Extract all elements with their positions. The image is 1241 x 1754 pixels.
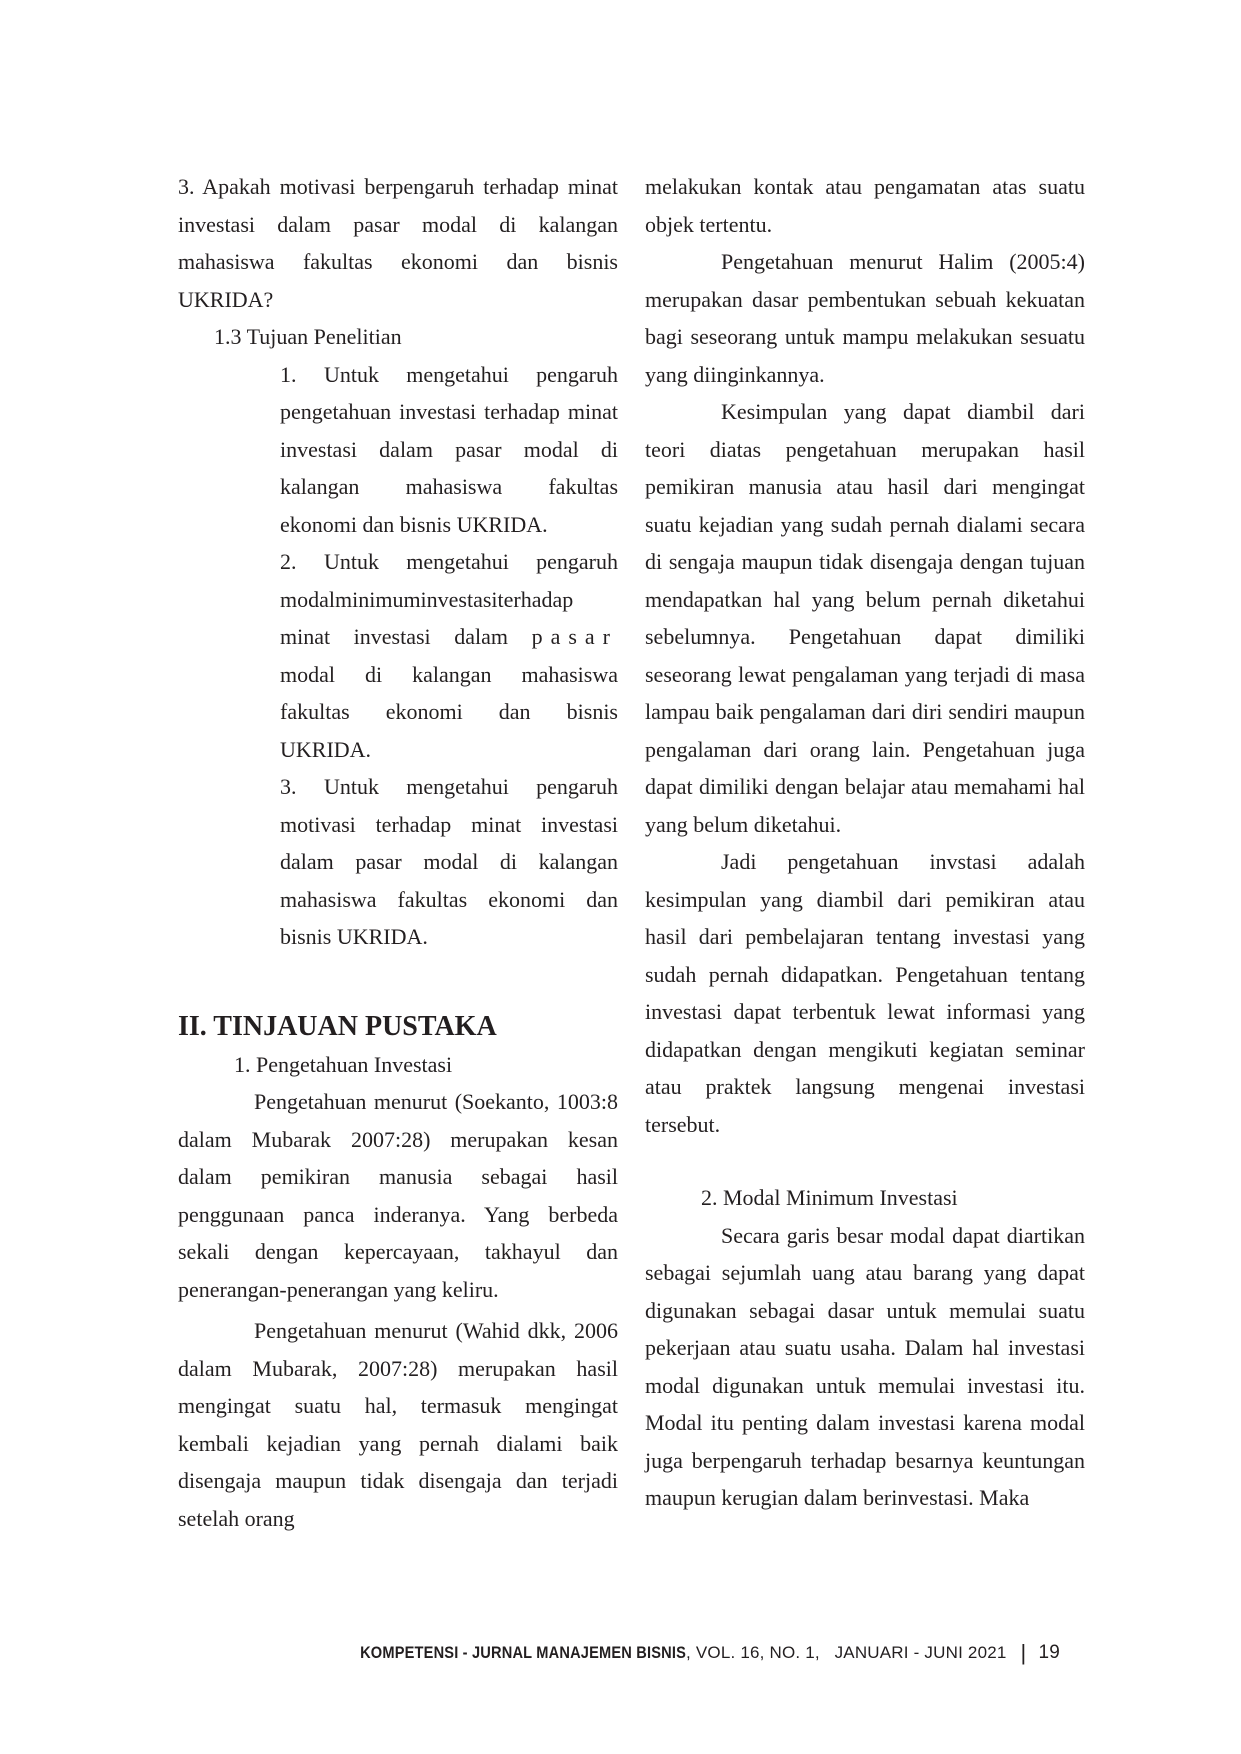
paragraph: melakukan kontak atau pengamatan atas suatu objek tertentu. (645, 174, 1085, 237)
goal-number: 1. (280, 361, 297, 387)
goal-number: 3. (280, 774, 297, 799)
paragraph: Secara garis besar modal dapat diartikan sebagai sejumlah uang atau barang yang dapat digunakan sebagai dasar untuk memulai suatu pekerjaan atau suatu usaha. Dalam hal investasi modal digunakan untuk memulai investasi itu. Modal itu penting dalam investasi karena modal juga berpengaruh terhadap besarnya keuntungan maupun kerugian dalam berinvestasi. Maka (645, 1222, 1085, 1510)
page-footer (0, 1640, 1060, 1666)
footer-separator: | (1020, 1640, 1027, 1665)
paragraph: Pengetahuan menurut (Wahid dkk, 2006 dalam Mubarak, 2007:28) merupakan hasil mengingat suatu hal, termasuk mengingat kembali kejadian yang pernah dialami baik disengaja maupun tidak disengaja dan terjadi setelah orang (178, 1318, 618, 1531)
journal-volume: , VOL. 16, NO. 1, JANUARI - JUNI 2021 (686, 1643, 1007, 1662)
research-question-3: 3. Apakah motivasi berpengaruh terhadap minat investasi dalam pasar modal di kalangan mahasiswa fakultas ekonomi dan bisnis UKRIDA? (178, 174, 618, 312)
paragraph: Pengetahuan menurut Halim (2005:4) merupakan dasar pembentukan sebuah kekuatan bagi seseorang untuk mampu melakukan sesuatu yang diinginkannya. (645, 249, 1085, 387)
goal-number: 2. (280, 549, 297, 574)
journal-name: KOMPETENSI - JURNAL MANAJEMEN BISNIS (360, 1643, 687, 1662)
right-column (645, 168, 1085, 1517)
goal-text-part-2: pasar (531, 624, 618, 649)
goal-text-part-3: modal di kalangan mahasiswa fakultas ekonomi dan bisnis UKRIDA. (280, 661, 618, 762)
subsection-pengetahuan-investasi: 1. Pengetahuan Investasi (234, 1051, 453, 1077)
goals-heading: 1.3 Tujuan Penelitian (214, 324, 402, 349)
goal-text-part-1: Untuk mengetahui pengaruh modalminimuminvestasiterhadap minat investasi dalam (280, 549, 618, 649)
goal-item-2 (280, 543, 618, 768)
subsection-modal-minimum: 2. Modal Minimum Investasi (701, 1185, 958, 1210)
paragraph: Jadi pengetahuan invstasi adalah kesimpulan yang diambil dari pemikiran atau hasil dari pembelajaran tentang investasi yang sudah pernah didapatkan. Pengetahuan tentang investasi dapat terbentuk lewat informasi yang didapatkan dengan mengikuti kegiatan seminar atau praktek langsung mengenai investasi tersebut. (645, 849, 1085, 1137)
paragraph: Kesimpulan yang dapat diambil dari teori diatas pengetahuan merupakan hasil pemikiran manusia atau hasil dari mengingat suatu kejadian yang sudah pernah dialami secara di sengaja maupun tidak disengaja dengan tujuan mendapatkan hal yang belum pernah diketahui sebelumnya. Pengetahuan dapat dimiliki seseorang lewat pengalaman yang terjadi di masa lampau baik pengalaman dari diri sendiri maupun pengalaman dari orang lain. Pengetahuan juga dapat dimiliki dengan belajar atau memahami hal yang belum diketahui. (645, 399, 1085, 837)
goal-text: Untuk mengetahui pengaruh motivasi terhadap minat investasi dalam pasar modal di kalangan mahasiswa fakultas ekonomi dan bisnis UKRIDA. (280, 774, 618, 949)
goal-item-1 (280, 356, 618, 544)
goals-list (280, 356, 618, 956)
paragraph: Pengetahuan menurut (Soekanto, 1003:8 dalam Mubarak 2007:28) merupakan kesan dalam pemikiran manusia sebagai hasil penggunaan panca inderanya. Yang berbeda sekali dengan kepercayaan, takhayul dan penerangan-penerangan yang keliru. (178, 1089, 618, 1302)
section-title: II. TINJAUAN PUSTAKA (178, 1010, 497, 1042)
goal-text: Untuk mengetahui pengaruh pengetahuan investasi terhadap minat investasi dalam pasar modal di kalangan mahasiswa fakultas ekonomi dan bisnis UKRIDA. (280, 361, 618, 537)
goal-item-3 (280, 768, 618, 956)
left-column (178, 168, 618, 1537)
page-number: 19 (1038, 1642, 1060, 1663)
